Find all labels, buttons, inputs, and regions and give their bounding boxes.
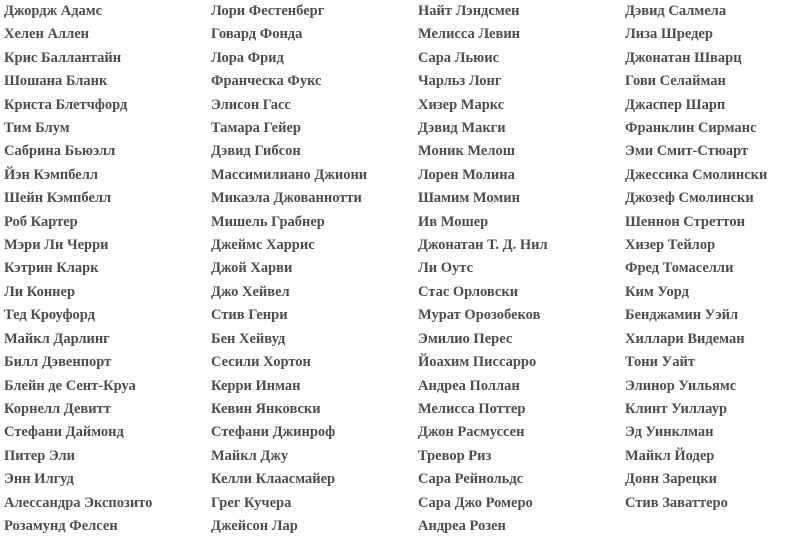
list-item: Майкл Джу	[211, 447, 289, 464]
list-item: Сесили Хортон	[211, 354, 311, 371]
list-item: Шейн Кэмпбелл	[4, 190, 112, 207]
list-item: Хелен Аллен	[4, 26, 89, 43]
list-item: Билл Дэвенпорт	[4, 354, 112, 371]
list-item: Шеннон Стреттон	[625, 213, 746, 230]
list-item: Тим Блум	[4, 120, 70, 137]
list-item: Джеймс Харрис	[211, 237, 315, 254]
list-item: Франклин Сирманс	[625, 120, 757, 137]
list-item: Джонатан Шварц	[625, 49, 742, 66]
list-item: Стефани Даймонд	[4, 424, 124, 441]
list-item: Дэвид Салмела	[625, 3, 727, 19]
list-item: Сара Рейнольдс	[418, 471, 524, 488]
list-item: Энн Илгуд	[4, 471, 74, 488]
list-item: Хизер Тейлор	[625, 237, 716, 254]
list-item: Джейсон Лар	[211, 517, 298, 534]
list-item: Стас Орловски	[418, 283, 519, 300]
list-item: Майкл Йодер	[625, 447, 715, 464]
list-item: Грег Кучера	[211, 494, 292, 511]
list-item: Корнелл Девитт	[4, 400, 111, 417]
name-column-4	[625, 0, 790, 538]
list-item: Хизер Маркс	[418, 96, 505, 113]
list-item: Джессика Смолински	[625, 166, 768, 183]
list-item: Ив Мошер	[418, 213, 489, 230]
list-item: Джой Харви	[211, 260, 293, 277]
list-item: Майкл Дарлинг	[4, 330, 110, 347]
list-item: Сара Джо Ромеро	[418, 494, 533, 511]
list-item: Дэвид Гибсон	[211, 143, 301, 160]
list-item: Кэтрин Кларк	[4, 260, 99, 277]
list-item: Сара Льюис	[418, 49, 500, 66]
list-item: Мурат Орозобеков	[418, 307, 541, 324]
list-item: Андреа Розен	[418, 517, 506, 534]
list-item: Гови Селайман	[625, 73, 726, 90]
list-item: Джозеф Смолински	[625, 190, 754, 207]
list-item: Лора Фрид	[211, 49, 284, 66]
list-item: Мишель Грабнер	[211, 213, 325, 230]
list-item: Клинт Уиллаур	[625, 400, 728, 417]
list-item: Джонатан Т. Д. Нил	[418, 237, 548, 254]
list-item: Массимилиано Джиони	[211, 166, 368, 183]
list-item: Джо Хейвел	[211, 283, 290, 300]
list-item: Лорен Молина	[418, 166, 515, 183]
list-item: Питер Эли	[4, 447, 76, 464]
list-item: Ли Оутс	[418, 260, 474, 277]
list-item: Кевин Янковски	[211, 400, 321, 417]
list-item: Розамунд Фелсен	[4, 517, 118, 534]
list-item: Фред Томаселли	[625, 260, 734, 277]
list-item: Криста Блетчфорд	[4, 96, 128, 113]
list-item: Дэвид Макги	[418, 120, 506, 137]
list-item: Келли Клаасмайер	[211, 471, 336, 488]
list-item: Крис Баллантайн	[4, 49, 122, 66]
list-item: Стив Генри	[211, 307, 288, 324]
list-item: Найт Лэндсмен	[418, 3, 520, 19]
list-item: Эми Смит-Стюарт	[625, 143, 749, 160]
list-item: Микаэла Джованнотти	[211, 190, 362, 207]
list-item: Сабрина Бьюэлл	[4, 143, 116, 160]
list-item: Блейн де Сент-Круа	[4, 377, 136, 394]
list-item: Шамим Момин	[418, 190, 520, 207]
list-item: Лиза Шредер	[625, 26, 713, 43]
list-item: Эд Уинклман	[625, 424, 714, 441]
list-item: Хиллари Видеман	[625, 330, 745, 347]
list-item: Тревор Риз	[418, 447, 492, 464]
list-item: Моник Мелош	[418, 143, 515, 160]
list-item: Франческа Фукс	[211, 73, 322, 90]
list-item: Элинор Уильямс	[625, 377, 737, 394]
list-item: Бенджамин Уэйл	[625, 307, 739, 324]
list-item: Ли Коннер	[4, 283, 76, 300]
list-item: Эмилио Перес	[418, 330, 513, 347]
list-item: Мелисса Поттер	[418, 400, 526, 417]
list-item: Джон Расмуссен	[418, 424, 525, 441]
name-column-3	[418, 0, 625, 538]
list-item: Йэн Кэмпбелл	[4, 166, 98, 183]
list-item: Лори Фестенберг	[211, 3, 325, 19]
list-item: Йоахим Писсарро	[418, 354, 537, 371]
list-item: Элисон Гасс	[211, 96, 291, 113]
list-item: Говард Фонда	[211, 26, 303, 43]
list-item: Алессандра Экспозито	[4, 494, 153, 511]
list-item: Мелисса Левин	[418, 26, 521, 43]
list-item: Мэри Ли Черри	[4, 237, 109, 254]
list-item: Стив Заваттеро	[625, 494, 728, 511]
list-item: Джордж Адамс	[4, 3, 103, 19]
list-item: Чарльз Лонг	[418, 73, 502, 90]
list-item: Тони Уайт	[625, 354, 695, 371]
list-item: Ким Уорд	[625, 283, 689, 300]
list-item: Стефани Джинроф	[211, 424, 336, 441]
list-item: Бен Хейвуд	[211, 330, 286, 347]
list-item: Донн Зарецки	[625, 471, 718, 488]
list-item: Роб Картер	[4, 213, 78, 230]
list-item: Андреа Поллан	[418, 377, 520, 394]
list-item: Шошана Бланк	[4, 73, 108, 90]
list-item: Тамара Гейер	[211, 120, 301, 137]
name-column-2	[211, 0, 418, 538]
list-item: Керри Инман	[211, 377, 301, 394]
name-column-1	[4, 0, 211, 538]
list-item: Тед Кроуфорд	[4, 307, 95, 324]
list-item: Джаспер Шарп	[625, 96, 726, 113]
